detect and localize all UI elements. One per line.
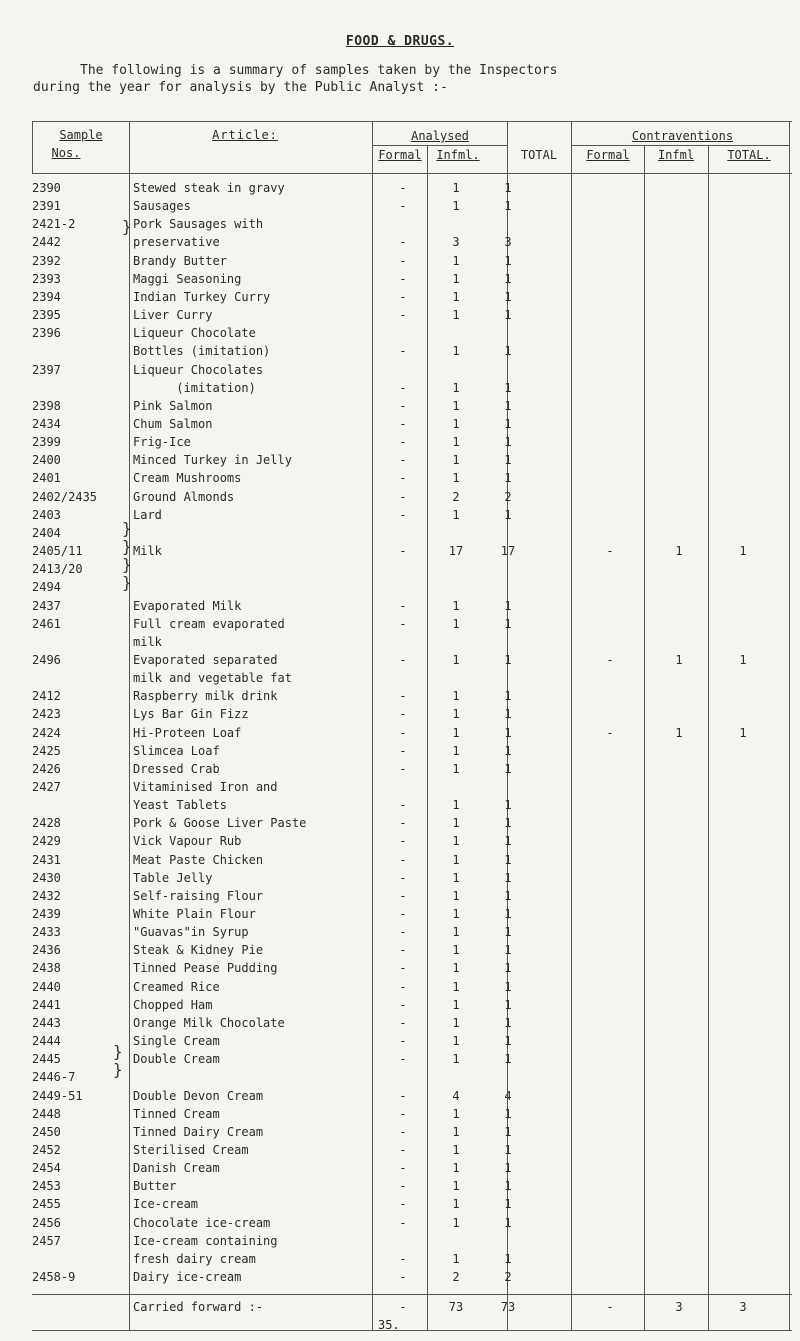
formal-count: - [399,1142,407,1157]
infml-count: 1 [452,943,460,958]
total-count: 1 [504,997,512,1012]
sample-no: 2431 [32,852,61,867]
sample-no: 2432 [32,888,61,903]
total-count: 1 [504,907,512,921]
sample-no: 2413/20 [32,562,83,577]
article: Double Devon Cream [133,1088,264,1103]
infml-count: 1 [452,344,460,359]
brace-mark: } } } } [122,519,132,592]
sample-no: 2427 [32,779,61,794]
infml-count: 1 [452,1052,460,1067]
total-count: 1 [504,1215,512,1230]
infml-count: 1 [452,925,460,940]
infml-count: 4 [452,1088,460,1103]
article: milk and vegetable fat [133,671,292,685]
sample-no: 2434 [32,416,61,431]
header-article: Article: [212,128,278,142]
formal-count: - [399,1215,407,1230]
article: Dressed Crab [133,761,220,776]
total-count: 1 [504,598,512,613]
infml-count: 1 [452,689,460,704]
infml-count: 1 [452,997,460,1012]
article: Pink Salmon [133,398,213,413]
sample-no: 2458-9 [32,1270,76,1284]
sample-no: 2403 [32,507,61,522]
infml-count: 1 [452,852,460,867]
sample-no: 2404 [32,525,61,540]
formal-count: - [399,235,407,250]
formal-count: - [399,961,407,976]
total-count: 1 [504,453,512,468]
header-analysed: Analysed [411,129,469,143]
sample-no: 2424 [32,725,61,740]
article: fresh dairy cream [133,1251,256,1266]
infml-count: 1 [452,398,460,413]
total-count: 1 [504,816,512,831]
sample-no: 2450 [32,1124,61,1139]
intro-line-2: during the year for analysis by the Public Analyst :- [33,80,448,95]
article: Meat Paste Chicken [133,852,264,867]
total-count: 1 [504,271,512,286]
infml-count: 1 [452,271,460,286]
formal-count: - [399,743,407,758]
sample-no: 2444 [32,1034,61,1048]
sample-no: 2449-51 [32,1088,83,1103]
total-count: 1 [504,289,512,304]
carried-forward-c-formal: - [606,1300,614,1314]
sample-no: 2423 [32,707,61,722]
infml-count: 1 [452,834,460,849]
formal-count: - [399,435,407,450]
intro-line-1: The following is a summary of samples taken by the Inspectors [80,63,558,78]
total-count: 1 [504,1142,512,1157]
article: Dairy ice-cream [133,1270,242,1284]
formal-count: - [399,652,407,667]
article: Tinned Cream [133,1106,220,1121]
article: Orange Milk Chocolate [133,1015,285,1030]
infml-count: 1 [452,471,460,486]
formal-count: - [399,453,407,468]
header-nos: Nos. [51,146,81,160]
sample-no: 2445 [32,1052,61,1067]
article: Minced Turkey in Jelly [133,453,292,468]
article: Lard [133,507,162,522]
sample-no: 2443 [32,1015,61,1030]
formal-count: - [399,471,407,486]
infml-count: 1 [452,1251,460,1266]
article: Butter [133,1179,177,1194]
total-count: 1 [504,961,512,976]
article: Liver Curry [133,308,213,322]
page-title: FOOD & DRUGS. [345,34,455,49]
total-count: 1 [504,743,512,758]
sample-no: 2405/11 [32,544,83,558]
sample-no: 2456 [32,1215,61,1230]
contravention-total: 1 [739,725,747,740]
formal-count: - [399,852,407,867]
sample-no: 2457 [32,1233,61,1248]
infml-count: 1 [452,1106,460,1121]
sample-no: 2433 [32,925,61,940]
infml-count: 1 [452,761,460,776]
infml-count: 1 [452,743,460,758]
formal-count: - [399,888,407,903]
sample-no: 2402/2435 [32,489,98,504]
formal-count: - [399,380,407,395]
total-count: 1 [504,852,512,867]
total-count: 1 [504,943,512,958]
infml-count: 1 [452,1142,460,1157]
total-count: 1 [504,888,512,903]
formal-count: - [399,1052,407,1067]
header-c-infml: Infml [657,148,695,162]
total-count: 1 [504,398,512,413]
carried-forward-infml: 73 [448,1300,464,1314]
formal-count: - [399,834,407,849]
formal-count: - [399,798,407,813]
article: Tinned Dairy Cream [133,1124,264,1139]
header-total: TOTAL [520,148,558,162]
infml-count: 1 [452,416,460,431]
contravention-formal: - [606,544,614,558]
sample-no: 2399 [32,435,61,450]
carried-forward-formal: - [399,1300,407,1314]
article: Self-raising Flour [133,888,264,903]
infml-count: 1 [452,289,460,304]
formal-count: - [399,1124,407,1139]
header-infml: Infml. [436,148,480,162]
infml-count: 1 [452,888,460,903]
formal-count: - [399,308,407,322]
article: Ice-cream [133,1197,199,1212]
total-count: 3 [504,235,512,250]
total-count: 1 [504,416,512,431]
formal-count: - [399,1161,407,1176]
infml-count: 1 [452,870,460,885]
formal-count: - [399,598,407,613]
sample-no: 2426 [32,761,61,776]
header-formal: Formal [378,148,422,162]
infml-count: 1 [452,507,460,522]
contravention-infml: 1 [675,544,683,558]
article: Stewed steak in gravy [133,181,285,195]
article: Sterilised Cream [133,1142,249,1157]
formal-count: - [399,398,407,413]
infml-count: 1 [452,1161,460,1176]
article: Vitaminised Iron and [133,779,278,794]
total-count: 1 [504,344,512,359]
article: milk [133,634,162,649]
sample-no: 2412 [32,689,61,704]
sample-no: 2442 [32,235,61,250]
formal-count: - [399,1034,407,1048]
article: Ice-cream containing [133,1233,278,1248]
article: Chocolate ice-cream [133,1215,271,1230]
formal-count: - [399,181,407,195]
formal-count: - [399,416,407,431]
formal-count: - [399,725,407,740]
page-number: 35. [378,1318,400,1332]
infml-count: 1 [452,181,460,195]
formal-count: - [399,707,407,722]
infml-count: 1 [452,1179,460,1194]
sample-no: 2401 [32,471,61,486]
formal-count: - [399,1015,407,1030]
article: preservative [133,235,220,250]
infml-count: 1 [452,907,460,921]
article: Evaporated separated [133,652,278,667]
total-count: 1 [504,435,512,450]
formal-count: - [399,870,407,885]
formal-count: - [399,816,407,831]
infml-count: 1 [452,1015,460,1030]
infml-count: 2 [452,489,460,504]
article: Indian Turkey Curry [133,289,271,304]
formal-count: - [399,979,407,994]
formal-count: - [399,907,407,921]
sample-no: 2397 [32,362,61,377]
article: "Guavas"in Syrup [133,925,249,940]
total-count: 1 [504,870,512,885]
total-count: 4 [504,1088,512,1103]
sample-no: 2453 [32,1179,61,1194]
sample-no: 2448 [32,1106,61,1121]
infml-count: 1 [452,308,460,322]
formal-count: - [399,1106,407,1121]
header-c-total: TOTAL. [727,148,771,162]
total-count: 1 [504,1124,512,1139]
infml-count: 1 [452,435,460,450]
sample-no: 2452 [32,1142,61,1157]
total-count: 1 [504,308,512,322]
formal-count: - [399,925,407,940]
infml-count: 1 [452,979,460,994]
sample-no: 2390 [32,181,61,195]
contravention-total: 1 [739,544,747,558]
sample-no: 2396 [32,326,61,341]
formal-count: - [399,761,407,776]
formal-count: - [399,253,407,268]
article: Bottles (imitation) [133,344,271,359]
total-count: 1 [504,925,512,940]
sample-no: 2395 [32,308,61,322]
sample-no: 2446-7 [32,1070,76,1085]
sample-no: 2391 [32,199,61,214]
formal-count: - [399,1179,407,1194]
article: Pork & Goose Liver Paste [133,816,307,831]
article: Liqueur Chocolates [133,362,264,377]
sample-no: 2400 [32,453,61,468]
infml-count: 1 [452,652,460,667]
total-count: 1 [504,1034,512,1048]
total-count: 1 [504,1161,512,1176]
formal-count: - [399,1197,407,1212]
sample-no: 2421-2 [32,217,76,232]
article: Liqueur Chocolate [133,326,256,341]
article: Frig-Ice [133,435,191,450]
formal-count: - [399,271,407,286]
total-count: 2 [504,489,512,504]
total-count: 1 [504,834,512,849]
brace-mark: } [122,217,132,236]
total-count: 1 [504,1052,512,1067]
total-count: 1 [504,507,512,522]
formal-count: - [399,544,407,558]
sample-no: 2393 [32,271,61,286]
header-c-formal: Formal [586,148,630,162]
article: Tinned Pease Pudding [133,961,278,976]
contravention-infml: 1 [675,652,683,667]
sample-no: 2439 [32,907,61,921]
formal-count: - [399,616,407,631]
sample-no: 2437 [32,598,61,613]
infml-count: 1 [452,798,460,813]
total-count: 17 [500,544,516,558]
formal-count: - [399,289,407,304]
total-count: 1 [504,199,512,214]
total-count: 1 [504,1015,512,1030]
article: Evaporated Milk [133,598,242,613]
total-count: 1 [504,380,512,395]
contravention-total: 1 [739,652,747,667]
infml-count: 1 [452,453,460,468]
article: Danish Cream [133,1161,220,1176]
article: Ground Almonds [133,489,235,504]
contravention-infml: 1 [675,725,683,740]
sample-no: 2494 [32,580,61,595]
article: Brandy Butter [133,253,227,268]
article: Creamed Rice [133,979,220,994]
carried-forward-c-total: 3 [739,1300,747,1314]
infml-count: 1 [452,707,460,722]
infml-count: 3 [452,235,460,250]
article: Yeast Tablets [133,798,227,813]
article: Single Cream [133,1034,220,1048]
infml-count: 1 [452,725,460,740]
infml-count: 1 [452,616,460,631]
article: White Plain Flour [133,907,256,921]
article: Pork Sausages with [133,217,264,232]
article: (imitation) [133,380,256,395]
total-count: 1 [504,761,512,776]
sample-no: 2394 [32,289,61,304]
total-count: 1 [504,979,512,994]
sample-no: 2425 [32,743,61,758]
article: Raspberry milk drink [133,689,278,704]
infml-count: 1 [452,380,460,395]
formal-count: - [399,489,407,504]
contravention-formal: - [606,725,614,740]
infml-count: 1 [452,253,460,268]
carried-forward-c-infml: 3 [675,1300,683,1314]
article: Full cream evaporated [133,616,285,631]
total-count: 1 [504,253,512,268]
sample-no: 2455 [32,1197,61,1212]
formal-count: - [399,199,407,214]
sample-no: 2454 [32,1161,61,1176]
infml-count: 1 [452,1215,460,1230]
article: Table Jelly [133,870,213,885]
article: Vick Vapour Rub [133,834,242,849]
formal-count: - [399,507,407,522]
infml-count: 1 [452,1124,460,1139]
sample-no: 2461 [32,616,61,631]
article: Cream Mushrooms [133,471,242,486]
sample-no: 2441 [32,997,61,1012]
carried-forward-label: Carried forward :- [133,1300,264,1314]
infml-count: 1 [452,1197,460,1212]
sample-no: 2398 [32,398,61,413]
total-count: 1 [504,616,512,631]
total-count: 1 [504,471,512,486]
infml-count: 1 [452,199,460,214]
sample-no: 2430 [32,870,61,885]
formal-count: - [399,943,407,958]
formal-count: - [399,1251,407,1266]
header-sample: Sample [59,128,103,142]
infml-count: 1 [452,598,460,613]
contravention-formal: - [606,652,614,667]
infml-count: 2 [452,1270,460,1284]
formal-count: - [399,1270,407,1284]
sample-no: 2438 [32,961,61,976]
total-count: 1 [504,181,512,195]
infml-count: 17 [448,544,464,558]
total-count: 1 [504,1106,512,1121]
article: Hi-Proteen Loaf [133,725,242,740]
brace-mark: } } [113,1042,123,1079]
total-count: 1 [504,652,512,667]
header-contraventions: Contraventions [631,129,734,143]
article: Chopped Ham [133,997,213,1012]
article: Milk [133,544,162,558]
total-count: 1 [504,707,512,722]
carried-forward-total: 73 [500,1300,516,1314]
formal-count: - [399,344,407,359]
total-count: 1 [504,689,512,704]
sample-no: 2392 [32,253,61,268]
total-count: 1 [504,725,512,740]
article: Chum Salmon [133,416,213,431]
article: Double Cream [133,1052,220,1067]
total-count: 1 [504,1179,512,1194]
infml-count: 1 [452,816,460,831]
total-count: 2 [504,1270,512,1284]
sample-no: 2440 [32,979,61,994]
article: Sausages [133,199,191,214]
sample-no: 2428 [32,816,61,831]
article: Lys Bar Gin Fizz [133,707,249,722]
article: Maggi Seasoning [133,271,242,286]
sample-no: 2496 [32,652,61,667]
formal-count: - [399,689,407,704]
article: Steak & Kidney Pie [133,943,264,958]
formal-count: - [399,1088,407,1103]
sample-no: 2436 [32,943,61,958]
total-count: 1 [504,798,512,813]
sample-no: 2429 [32,834,61,849]
infml-count: 1 [452,1034,460,1048]
total-count: 1 [504,1197,512,1212]
infml-count: 1 [452,961,460,976]
total-count: 1 [504,1251,512,1266]
article: Slimcea Loaf [133,743,220,758]
formal-count: - [399,997,407,1012]
